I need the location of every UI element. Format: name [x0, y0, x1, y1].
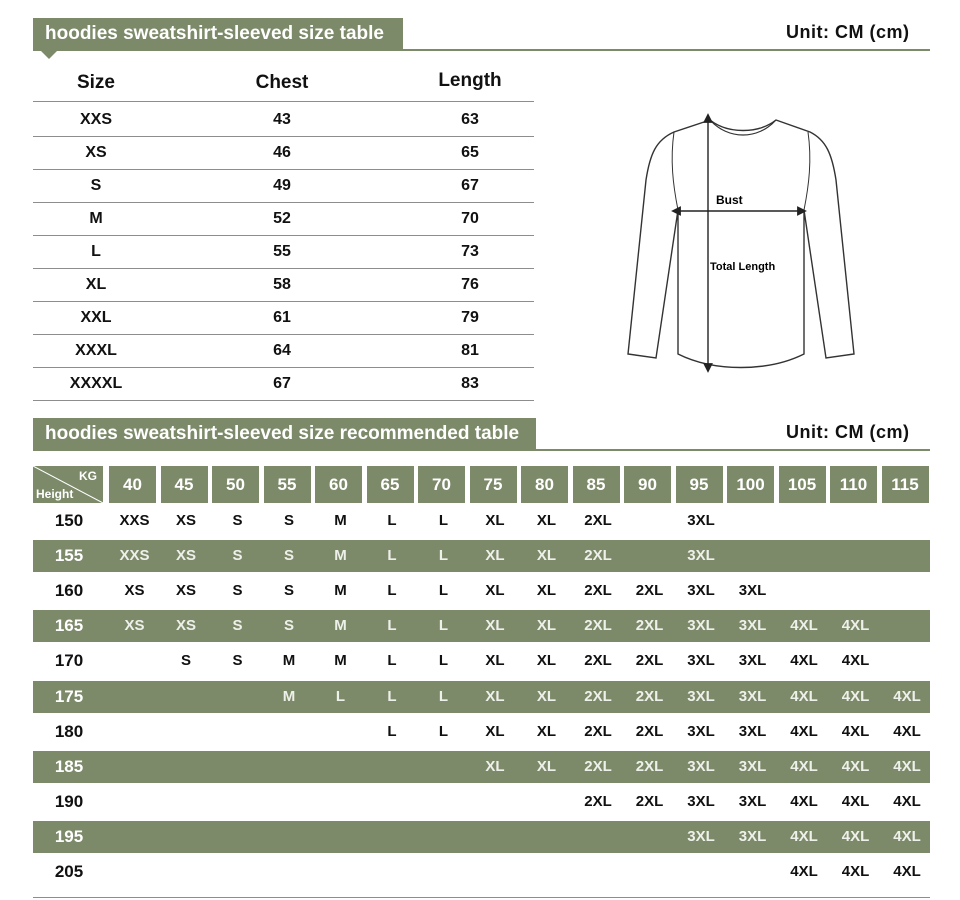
size-cell: XXS — [79, 111, 112, 128]
recommended-size-cell: XS — [175, 547, 196, 565]
weight-header-cell: 110 — [830, 466, 877, 503]
recommended-size-cell: L — [438, 687, 449, 705]
length-cell: 79 — [461, 309, 479, 326]
weight-header-cell: 95 — [676, 466, 723, 503]
recommended-size-cell: XL — [536, 512, 557, 529]
recommended-size-cell: 2XL — [635, 757, 664, 775]
recommended-size-cell: XL — [536, 582, 557, 600]
size-table-row — [33, 367, 534, 401]
sweatshirt-armhole-right — [804, 132, 810, 210]
size-table-row — [33, 169, 534, 203]
corner-height-label: Height — [36, 487, 74, 501]
chest-cell: 64 — [273, 342, 291, 359]
recommended-size-cell: 3XL — [738, 687, 767, 705]
size-table-row — [33, 268, 534, 302]
size-table-header-rule — [33, 101, 534, 102]
weight-header-cell: 100 — [727, 466, 774, 503]
recommended-size-cell: L — [438, 582, 449, 600]
recommended-size-cell: 4XL — [841, 863, 870, 880]
size-cell: XXXL — [75, 342, 117, 359]
recommended-size-cell: L — [387, 722, 397, 740]
weight-header-cell: 90 — [624, 466, 671, 503]
recommended-table-row — [33, 821, 930, 853]
weight-header-cell: 80 — [521, 466, 568, 503]
size-table-title: hoodies sweatshirt-sleeved size table — [33, 18, 403, 50]
recommended-table-row — [33, 751, 930, 783]
height-cell: 190 — [54, 791, 84, 811]
size-cell: XL — [85, 276, 107, 293]
recommended-size-cell: XXS — [119, 512, 150, 529]
total-length-label: Total Length — [710, 261, 776, 273]
recommended-size-cell: 2XL — [635, 722, 664, 740]
chest-cell: 58 — [273, 276, 291, 293]
size-table-row — [33, 202, 534, 236]
recommended-size-cell: 4XL — [893, 863, 921, 880]
recommended-size-cell: XL — [485, 757, 505, 775]
recommended-size-cell: XS — [175, 617, 196, 635]
size-cell: XXL — [80, 309, 112, 326]
recommended-size-cell: 2XL — [635, 652, 664, 670]
sweatshirt-outline — [628, 120, 854, 368]
size-table-unit: Unit: CM (cm) — [786, 22, 910, 42]
recommended-size-cell: L — [387, 512, 397, 529]
recommended-size-cell: XL — [485, 617, 505, 635]
recommended-size-cell: 2XL — [584, 652, 612, 670]
recommended-size-cell: 2XL — [584, 687, 612, 705]
recommended-size-cell: 3XL — [738, 792, 767, 810]
recommended-size-cell: XL — [536, 652, 557, 670]
size-table-rule — [33, 49, 930, 51]
recommended-size-cell: M — [282, 687, 296, 705]
bust-label: Bust — [716, 193, 743, 207]
recommended-size-cell: XL — [485, 547, 505, 565]
size-table-title-notch — [40, 50, 58, 59]
recommended-size-cell: 4XL — [790, 757, 818, 775]
height-cell: 205 — [54, 862, 84, 881]
size-cell: XXXXL — [69, 375, 123, 392]
recommended-size-cell: 3XL — [687, 582, 715, 600]
recommended-size-cell: 4XL — [790, 617, 818, 635]
recommended-size-cell: L — [438, 512, 449, 529]
size-column-header: Size — [76, 72, 116, 93]
weight-header-cell: 50 — [212, 466, 259, 503]
weight-header-cell: 45 — [161, 466, 208, 503]
recommended-size-cell: M — [334, 512, 347, 529]
recommended-size-cell: 3XL — [687, 687, 715, 705]
chest-cell: 49 — [273, 177, 291, 194]
size-cell: XS — [85, 144, 107, 161]
recommended-size-cell: 4XL — [841, 722, 870, 740]
recommended-size-cell: 4XL — [841, 617, 870, 635]
recommended-size-cell: L — [387, 582, 397, 600]
weight-header-cell: 115 — [882, 466, 929, 503]
recommended-size-cell: M — [334, 617, 347, 635]
chest-cell: 46 — [273, 144, 291, 161]
height-cell: 170 — [54, 651, 84, 671]
recommended-size-cell: S — [232, 617, 243, 635]
recommended-size-cell: 2XL — [635, 617, 664, 635]
recommended-size-cell: 3XL — [738, 652, 767, 670]
recommended-size-cell: XL — [485, 722, 505, 740]
recommended-size-cell: M — [334, 547, 347, 565]
recommended-size-cell: S — [283, 582, 294, 600]
recommended-table-rule — [33, 449, 930, 451]
height-cell: 185 — [54, 756, 84, 776]
chest-cell: 55 — [273, 243, 291, 260]
recommended-size-cell: S — [232, 582, 243, 600]
chest-cell: 52 — [273, 210, 291, 227]
recommended-size-cell: XS — [124, 617, 145, 635]
recommended-size-cell: 4XL — [790, 687, 818, 705]
recommended-size-cell: L — [438, 652, 449, 670]
recommended-size-cell: 3XL — [687, 512, 715, 529]
height-cell: 160 — [54, 581, 84, 601]
recommended-size-cell: S — [232, 512, 243, 529]
weight-header-cell: 60 — [315, 466, 362, 503]
recommended-size-cell: 2XL — [584, 722, 612, 740]
recommended-size-cell: 4XL — [790, 792, 818, 810]
recommended-size-cell: 3XL — [738, 757, 767, 775]
recommended-size-cell: 4XL — [841, 792, 870, 810]
recommended-size-cell: M — [282, 652, 296, 670]
recommended-size-cell: XL — [536, 757, 557, 775]
recommended-size-cell: 4XL — [841, 827, 870, 845]
table-corner-header — [33, 466, 103, 503]
recommended-size-cell: S — [283, 547, 294, 565]
size-cell: L — [91, 243, 101, 260]
recommended-size-cell: 2XL — [584, 617, 612, 635]
weight-header-cell: 85 — [573, 466, 620, 503]
recommended-size-cell: M — [334, 582, 347, 600]
size-cell: M — [89, 210, 103, 227]
size-cell: S — [90, 177, 102, 194]
recommended-table-row — [33, 575, 930, 607]
recommended-size-cell: M — [334, 652, 347, 670]
recommended-size-cell: 4XL — [790, 863, 818, 880]
corner-kg-label: KG — [79, 469, 97, 483]
recommended-table-row — [33, 540, 930, 572]
recommended-size-cell: 2XL — [635, 687, 664, 705]
recommended-size-cell: 3XL — [738, 827, 767, 845]
size-table-row — [33, 103, 534, 137]
recommended-size-cell: 2XL — [584, 547, 612, 565]
recommended-size-cell: 4XL — [893, 722, 921, 740]
recommended-size-cell: S — [283, 617, 294, 635]
recommended-size-cell: 3XL — [687, 722, 715, 740]
recommended-table-row — [33, 645, 930, 677]
height-cell: 155 — [54, 546, 84, 566]
recommended-size-cell: 3XL — [738, 722, 767, 740]
size-table-row — [33, 334, 534, 368]
sweatshirt-neckline — [710, 120, 776, 135]
recommended-size-cell: L — [335, 687, 346, 705]
recommended-size-cell: S — [180, 652, 191, 670]
length-cell: 83 — [461, 375, 479, 392]
recommended-size-cell: XS — [175, 582, 196, 600]
recommended-table-unit: Unit: CM (cm) — [786, 422, 910, 442]
chest-cell: 67 — [273, 375, 291, 392]
recommended-size-cell: S — [232, 547, 243, 565]
recommended-table-row — [33, 856, 930, 888]
length-cell: 67 — [461, 177, 479, 194]
recommended-size-cell: 3XL — [687, 652, 715, 670]
recommended-size-cell: XS — [124, 582, 145, 600]
recommended-size-cell: 4XL — [790, 652, 818, 670]
chest-column-header: Chest — [255, 72, 309, 93]
recommended-size-cell: L — [387, 652, 397, 670]
chest-cell: 43 — [273, 111, 291, 128]
recommended-table-row — [33, 610, 930, 642]
recommended-size-cell: 3XL — [687, 547, 715, 565]
recommended-size-cell: L — [387, 687, 397, 705]
recommended-size-cell: XL — [536, 547, 557, 565]
recommended-size-cell: L — [387, 617, 397, 635]
recommended-size-cell: S — [232, 652, 243, 670]
recommended-size-cell: XL — [485, 687, 505, 705]
recommended-size-cell: 3XL — [687, 617, 715, 635]
recommended-table-row — [33, 505, 930, 537]
recommended-size-cell: XS — [175, 512, 196, 529]
recommended-size-cell: L — [438, 617, 449, 635]
recommended-table-row — [33, 681, 930, 713]
recommended-size-cell: 4XL — [893, 792, 921, 810]
length-cell: 63 — [461, 111, 479, 128]
recommended-size-cell: 4XL — [893, 687, 921, 705]
size-table-row — [33, 235, 534, 269]
recommended-size-cell: XXS — [119, 547, 150, 565]
recommended-size-cell: XL — [536, 617, 557, 635]
recommended-table-row — [33, 786, 930, 818]
recommended-size-cell: XL — [485, 582, 505, 600]
height-cell: 195 — [54, 826, 84, 846]
length-cell: 81 — [461, 342, 479, 359]
recommended-size-cell: L — [387, 547, 397, 565]
recommended-size-cell: 4XL — [841, 652, 870, 670]
recommended-size-cell: 4XL — [841, 687, 870, 705]
weight-header-cell: 65 — [367, 466, 414, 503]
recommended-size-cell: 4XL — [893, 827, 921, 845]
weight-header-cell: 105 — [779, 466, 826, 503]
recommended-size-cell: XL — [485, 512, 505, 529]
recommended-size-cell: 4XL — [790, 827, 818, 845]
length-cell: 76 — [461, 276, 479, 293]
height-cell: 165 — [54, 616, 84, 636]
recommended-size-cell: 2XL — [584, 792, 612, 810]
recommended-size-cell: 2XL — [584, 757, 612, 775]
recommended-size-cell: 4XL — [841, 757, 870, 775]
recommended-size-cell: L — [438, 722, 449, 740]
recommended-size-cell: L — [438, 547, 449, 565]
size-table-row — [33, 136, 534, 170]
recommended-size-cell: 3XL — [738, 617, 767, 635]
recommended-size-cell: S — [283, 512, 294, 529]
recommended-size-cell: XL — [536, 722, 557, 740]
height-cell: 180 — [54, 721, 84, 741]
recommended-size-cell: 2XL — [584, 582, 612, 600]
recommended-size-cell: 3XL — [687, 827, 715, 845]
recommended-size-cell: 3XL — [738, 582, 767, 600]
recommended-size-cell: XL — [536, 687, 557, 705]
sweatshirt-diagram — [618, 110, 868, 375]
weight-header-cell: 40 — [109, 466, 156, 503]
height-cell: 175 — [54, 686, 84, 706]
recommended-table-title: hoodies sweatshirt-sleeved size recommended table — [33, 418, 536, 450]
length-cell: 73 — [461, 243, 479, 260]
recommended-size-cell: 4XL — [893, 757, 921, 775]
chest-cell: 61 — [273, 309, 291, 326]
recommended-size-cell: 2XL — [635, 582, 664, 600]
height-cell: 150 — [54, 511, 84, 530]
weight-header-cell: 70 — [418, 466, 465, 503]
recommended-size-cell: XL — [485, 652, 505, 670]
weight-header-cell: 55 — [264, 466, 311, 503]
length-cell: 70 — [461, 210, 479, 227]
recommended-size-cell: 3XL — [687, 757, 715, 775]
length-cell: 65 — [461, 144, 479, 161]
bottom-rule — [33, 897, 930, 898]
sweatshirt-armhole-left — [672, 132, 678, 210]
recommended-size-cell: 4XL — [790, 722, 818, 740]
recommended-table-row — [33, 716, 930, 748]
size-table-row — [33, 301, 534, 335]
weight-header-cell: 75 — [470, 466, 517, 503]
length-column-header: Length — [438, 70, 502, 91]
recommended-size-cell: 2XL — [635, 792, 664, 810]
recommended-size-cell: 3XL — [687, 792, 715, 810]
recommended-size-cell: 2XL — [584, 512, 612, 529]
